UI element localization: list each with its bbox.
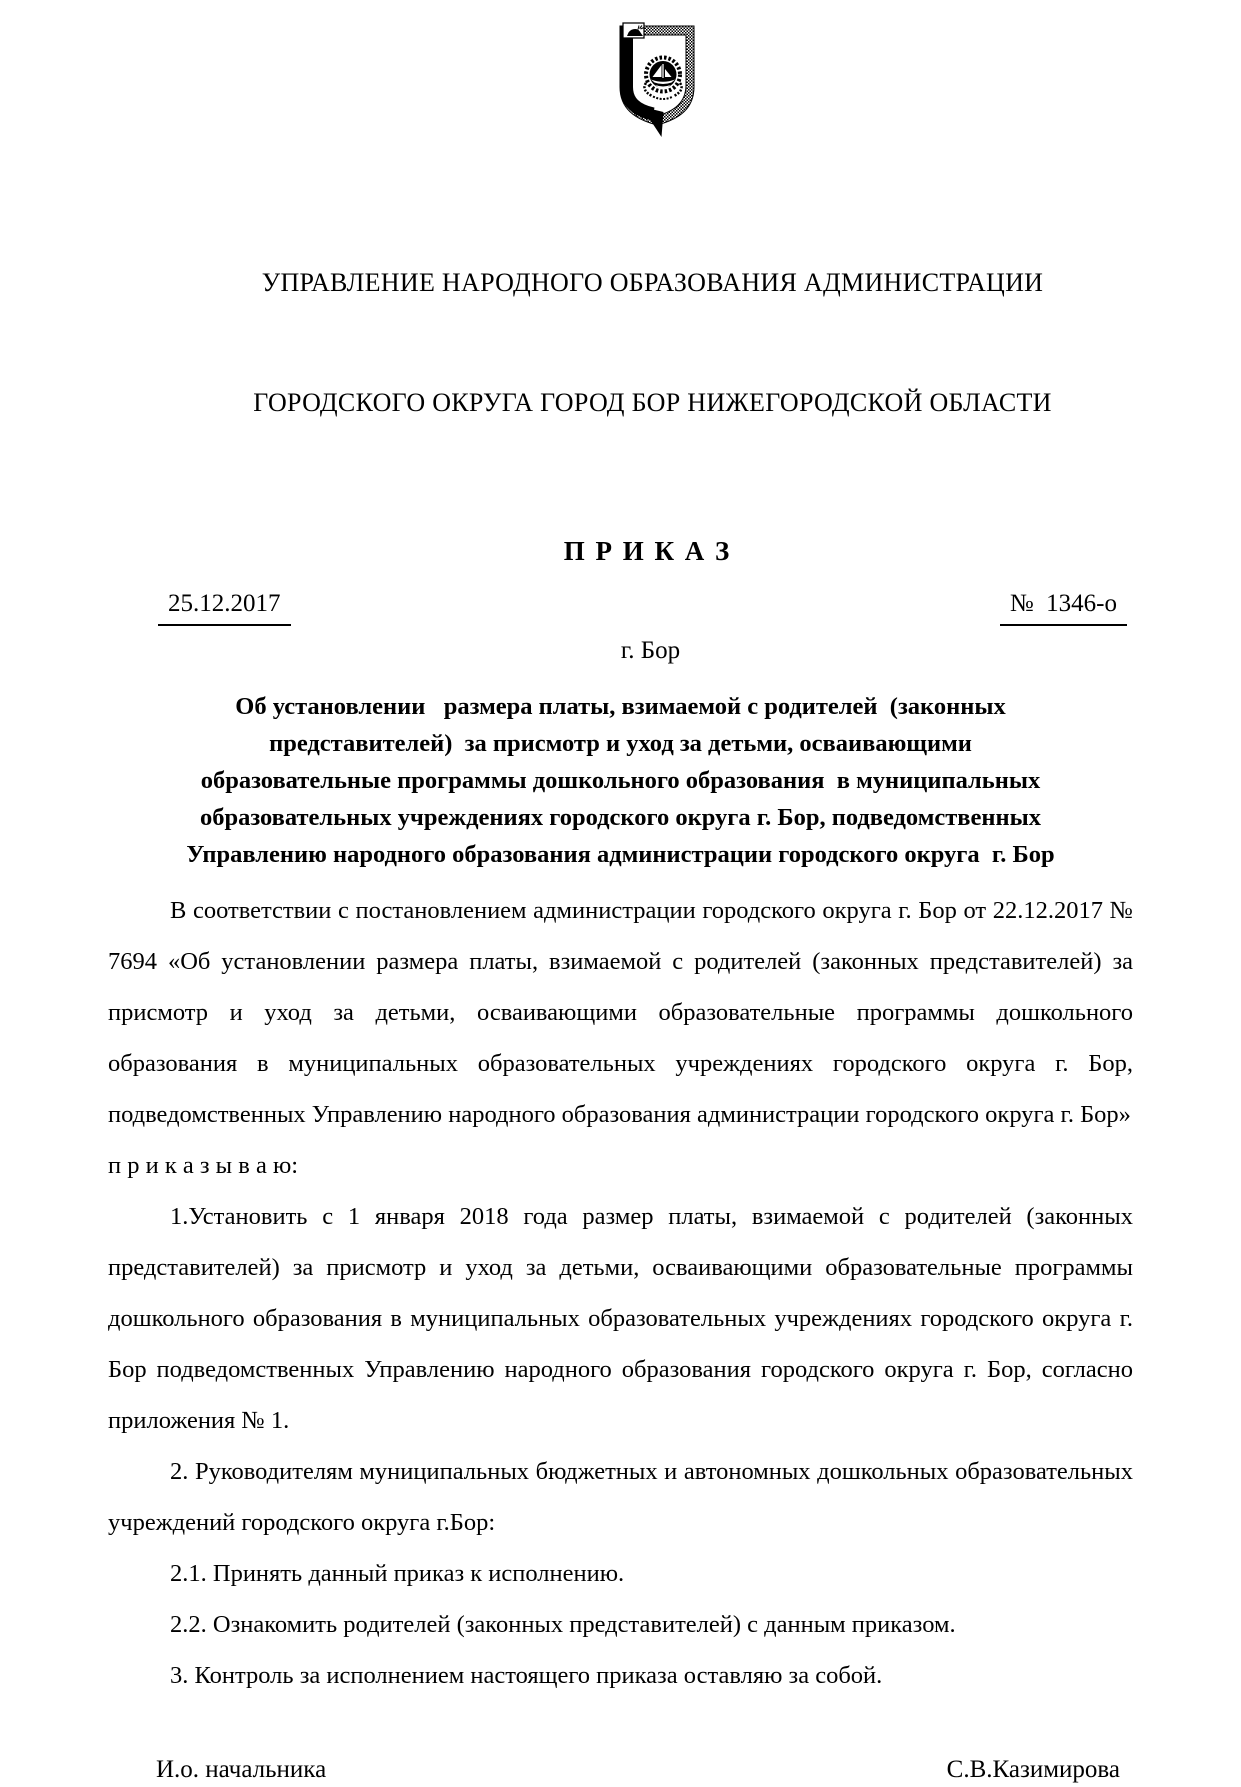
signature-row bbox=[108, 1753, 1133, 1787]
bor-coat-of-arms-icon bbox=[611, 23, 703, 138]
order-item-2: 2. Руководителям муниципальных бюджетных и автономных дошкольных образовательных учреждений городского округа г.Бор: bbox=[108, 1458, 1133, 1536]
subject-block bbox=[108, 688, 1133, 873]
document-page bbox=[0, 23, 1241, 1783]
emblem-container bbox=[144, 23, 1169, 138]
signature-position: И.о. начальника bbox=[156, 1756, 327, 1783]
signature-name: С.В.Казимирова bbox=[946, 1756, 1120, 1783]
subject-line: образовательные программы дошкольного образования в муниципальных bbox=[200, 767, 1041, 794]
order-item-1: 1.Установить с 1 января 2018 года размер платы, взимаемой с родителей (законных представителей) за присмотр и уход за детьми, осваивающими образовательные программы дошкольного образования в муниципальных образовательных учреждениях городского округа г. Бор подведомственных Управлению народного образования городского округа г. Бор, согласно приложения № 1. bbox=[108, 1203, 1133, 1434]
subject-line: представителей) за присмотр и уход за детьми, осваивающими bbox=[269, 730, 972, 757]
subject-line: Об установлении размера платы, взимаемой с родителей (законных bbox=[235, 693, 1006, 720]
order-date: 25.12.2017 bbox=[158, 585, 291, 626]
order-item-2-1: 2.1. Принять данный приказ к исполнению. bbox=[170, 1560, 625, 1587]
preamble-paragraph: В соответствии с постановлением администрации городского округа г. Бор от 22.12.2017 № 7694 «Об установлении размера платы, взимаемой с родителей (законных представителей) за присмотр и уход за детьми, осваивающими образовательные программы дошкольного образования в муниципальных образовательных учреждениях городского округа г. Бор, подведомственных Управлению народного образования администрации городского округа г. Бор» bbox=[108, 897, 1133, 1128]
organization-header bbox=[140, 183, 1165, 503]
organization-line-1: УПРАВЛЕНИЕ НАРОДНОГО ОБРАЗОВАНИЯ АДМИНИСТРАЦИИ bbox=[261, 268, 1044, 297]
order-item-3: 3. Контроль за исполнением настоящего приказа оставляю за собой. bbox=[170, 1662, 883, 1689]
document-type-title: П Р И К А З bbox=[563, 536, 732, 566]
subject-line: образовательных учреждениях городского округа г. Бор, подведомственных bbox=[199, 804, 1042, 831]
meta-row bbox=[108, 585, 1133, 626]
order-number: № 1346-о bbox=[1000, 585, 1127, 626]
order-word: п р и к а з ы в а ю: bbox=[108, 1152, 299, 1179]
city-line: г. Бор bbox=[620, 637, 681, 664]
subject-line: Управлению народного образования администрации городского округа г. Бор bbox=[186, 841, 1055, 868]
deer-icon bbox=[623, 23, 644, 38]
order-item-2-2: 2.2. Ознакомить родителей (законных представителей) с данным приказом. bbox=[170, 1611, 956, 1638]
organization-line-2: ГОРОДСКОГО ОКРУГА ГОРОД БОР НИЖЕГОРОДСКОЙ ОБЛАСТИ bbox=[253, 388, 1052, 417]
